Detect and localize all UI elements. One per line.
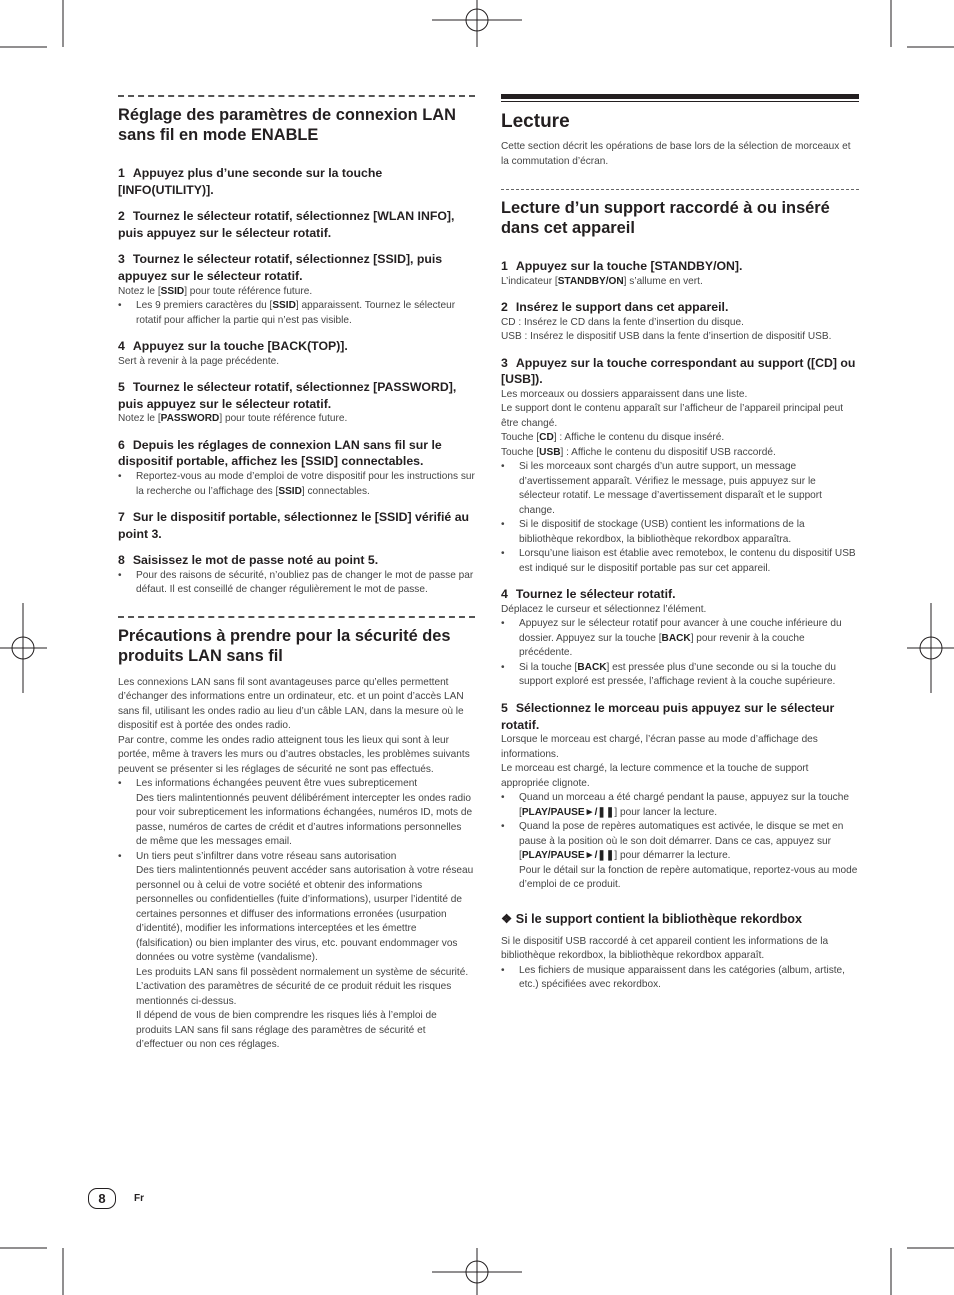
left-column: [118, 88, 475, 1053]
step-4-text: Déplacez le curseur et sélectionnez l’élément.: [501, 603, 707, 615]
step-4-bullet-2: • Si la touche [BACK] est pressée plus d’une seconde ou si la touche du support exploré est pressée, l’affichage revient à la couche supérieure.: [501, 661, 859, 690]
rekordbox-library-bullet: • Les fichiers de musique apparaissent dans les catégories (album, artiste, etc.) spécifiées avec rekordbox.: [501, 964, 859, 993]
step-3-text-2: Le support dont le contenu apparaît sur l’afficheur de l’appareil principal peut être changé.: [501, 403, 844, 429]
step-3-bullet-1: • Si les morceaux sont chargés d’un autre support, un message d’avertissement apparaît. Vérifiez le message, puis appuyez sur le sélecteur rotatif. Le message d’avertissement disparaît et le support change.: [501, 460, 859, 518]
page-number: 8: [88, 1188, 116, 1209]
security-paragraph-1: Les connexions LAN sans fil sont avantageuses parce qu’elles permettent d’échanger des informations entre un ordinateur, etc. et un point d’accès LAN sans fil, utilisant les ondes radio au lieu d’un câble LAN, dans la mesure où le dispositif est à portée des ondes radio.: [118, 676, 464, 732]
section-title-security: Précautions à prendre pour la sécurité des produits LAN sans fil: [118, 626, 451, 665]
step-2: 2 Insérez le support dans cet appareil.: [501, 300, 729, 315]
step-6-bullet: • Reportez-vous au mode d’emploi de votre dispositif pour les instructions sur la recherche ou l’affichage des [SSID] connectables.: [118, 470, 475, 499]
step-5-bullet-2: • Quand la pose de repères automatiques est activée, le disque se met en pause à la position où le son doit démarrer. Dans ce cas, appuyez sur [PLAY/PAUSE►/❚❚] pour démarrer la lecture. Pour le détail sur la fonction de repère automatique, reportez-vous au mode d’emploi de ce produit.: [501, 820, 859, 893]
section-divider: [118, 616, 475, 618]
step-1-note: L’indicateur [STANDBY/ON] s’allume en vert.: [501, 275, 703, 287]
section-title-lecture-support: Lecture d’un support raccordé à ou inséré dans cet appareil: [501, 199, 830, 237]
step-5-bullet-1: • Quand un morceau a été chargé pendant la pause, appuyez sur la touche [PLAY/PAUSE►/❚❚] pour lancer la lecture.: [501, 791, 859, 820]
step-8-bullet: • Pour des raisons de sécurité, n’oubliez pas de changer le mot de passe par défaut. Il est conseillé de changer régulièrement le mot de passe.: [118, 569, 475, 598]
step-5-text-1: Lorsque le morceau est chargé, l’écran passe au mode d’affichage des informations.: [501, 734, 818, 760]
rekordbox-library-heading: ❖ Si le support contient la bibliothèque rekordbox: [501, 911, 802, 926]
step-5: 5 Sélectionnez le morceau puis appuyez sur le sélecteur rotatif.: [501, 700, 835, 732]
step-6: 6 Depuis les réglages de connexion LAN sans fil sur le dispositif portable, affichez les [SSID] connectables.: [118, 437, 442, 469]
step-1: 1 Appuyez plus d’une seconde sur la touche [INFO(UTILITY)].: [118, 166, 383, 197]
security-bullet-1: • Les informations échangées peuvent être vues subrepticement Des tiers malintentionnés peuvent délibérément intercepter les ondes radio pour voir subrepticement les informations échangées, numéros ID, mots de passe, numéros de cartes de crédit et d’autres informations personnelles de même que les messages email.: [118, 777, 475, 850]
step-3-cd-key: Touche [CD] : Affiche le contenu du disque inséré.: [501, 432, 725, 444]
step-3-bullet: • Les 9 premiers caractères du [SSID] apparaissent. Tournez le sélecteur rotatif pour afficher la partie qui n’est pas visible.: [118, 299, 475, 328]
section-title-wlan-enable: Réglage des paramètres de connexion LAN sans fil en mode ENABLE: [118, 106, 456, 144]
step-4-bullet-1: • Appuyez sur le sélecteur rotatif pour avancer à une couche inférieure du dossier. Appuyez sur la touche [BACK] pour revenir à la couche précédente.: [501, 617, 859, 661]
step-2: 2 Tournez le sélecteur rotatif, sélectionnez [WLAN INFO], puis appuyez sur le sélecteur rotatif.: [118, 209, 455, 240]
step-3-usb-key: Touche [USB] : Affiche le contenu du dispositif USB raccordé.: [501, 446, 776, 458]
step-5-note: Notez le [PASSWORD] pour toute référence future.: [118, 413, 348, 425]
step-8: 8 Saisissez le mot de passe noté au point 5.: [118, 553, 379, 568]
step-4: 4 Tournez le sélecteur rotatif.: [501, 587, 676, 602]
page-title: Lecture: [501, 111, 570, 132]
step-2-usb: USB : Insérez le dispositif USB dans la fente d’insertion de dispositif USB.: [501, 331, 832, 343]
intro-text: Cette section décrit les opérations de base lors de la sélection de morceaux et la commutation d’écran.: [501, 141, 851, 167]
title-rule: [501, 94, 859, 99]
step-4-note: Sert à revenir à la page précédente.: [118, 355, 280, 367]
rekordbox-library-text: Si le dispositif USB raccordé à cet appareil contient les informations de la bibliothèque rekordbox, la bibliothèque rekordbox apparaît.: [501, 935, 829, 962]
section-divider: [118, 95, 475, 97]
step-3-note: Notez le [SSID] pour toute référence future.: [118, 285, 313, 297]
right-column: [501, 88, 859, 993]
step-5: 5 Tournez le sélecteur rotatif, sélectionnez [PASSWORD], puis appuyez sur le sélecteur rotatif.: [118, 380, 457, 411]
section-divider: [501, 189, 859, 190]
step-3: 3 Appuyez sur la touche correspondant au support ([CD] ou [USB]).: [501, 355, 856, 387]
step-3-text-1: Les morceaux ou dossiers apparaissent dans une liste.: [501, 388, 748, 400]
step-5-text-2: Le morceau est chargé, la lecture commence et la touche de support appropriée clignote.: [501, 763, 809, 789]
security-bullet-2: • Un tiers peut s’infiltrer dans votre réseau sans autorisation Des tiers malintentionnés peuvent accéder sans autorisation à votre réseau personnel ou à celui de votre société et obtenir des informations personnelles ou confidentielles (fuite d’informations), usurper l’identité de certaines personnes et diffuser des informations erronées (usurpation d’identité), modifier les informations interceptées et les émettre (falsification) ou bien implanter des virus, etc. pouvant endommager vos données ou votre système (vandalisme). Les produits LAN sans fil possèdent normalement un système de sécurité. L’activation des paramètres de sécurité de ce produit réduit les risques mentionnés ci-dessus. Il dépend de vous de bien comprendre les risques liés à l’emploi de produits LAN sans fil sans réglage des paramètres de sécurité et d’effectuer ou non ces réglages.: [118, 850, 475, 1053]
step-1: 1 Appuyez sur la touche [STANDBY/ON].: [501, 259, 743, 273]
step-4: 4 Appuyez sur la touche [BACK(TOP)].: [118, 339, 348, 354]
title-rule-thin: [501, 101, 859, 102]
step-7: 7 Sur le dispositif portable, sélectionnez le [SSID] vérifié au point 3.: [118, 510, 470, 541]
security-paragraph-2: Par contre, comme les ondes radio atteignent tous les lieux qui sont à leur portée, même à travers les murs ou d’autres obstacles, les problèmes suivants peuvent se présenter si les réglages de sécurité ne sont pas effectués.: [118, 734, 470, 775]
step-3-bullet-2: • Si le dispositif de stockage (USB) contient les informations de la bibliothèque rekordbox, la bibliothèque rekordbox apparaîtra.: [501, 518, 859, 547]
page-footer: [88, 1188, 144, 1209]
language-code: Fr: [134, 1193, 144, 1204]
step-3-bullet-3: • Lorsqu’une liaison est établie avec remotebox, le contenu du dispositif USB est indiqué sur le dispositif portable pas sur cet appareil.: [501, 547, 859, 576]
step-2-cd: CD : Insérez le CD dans la fente d’insertion du disque.: [501, 316, 744, 328]
step-3: 3 Tournez le sélecteur rotatif, sélectionnez [SSID], puis appuyez sur le sélecteur rotatif.: [118, 252, 443, 283]
